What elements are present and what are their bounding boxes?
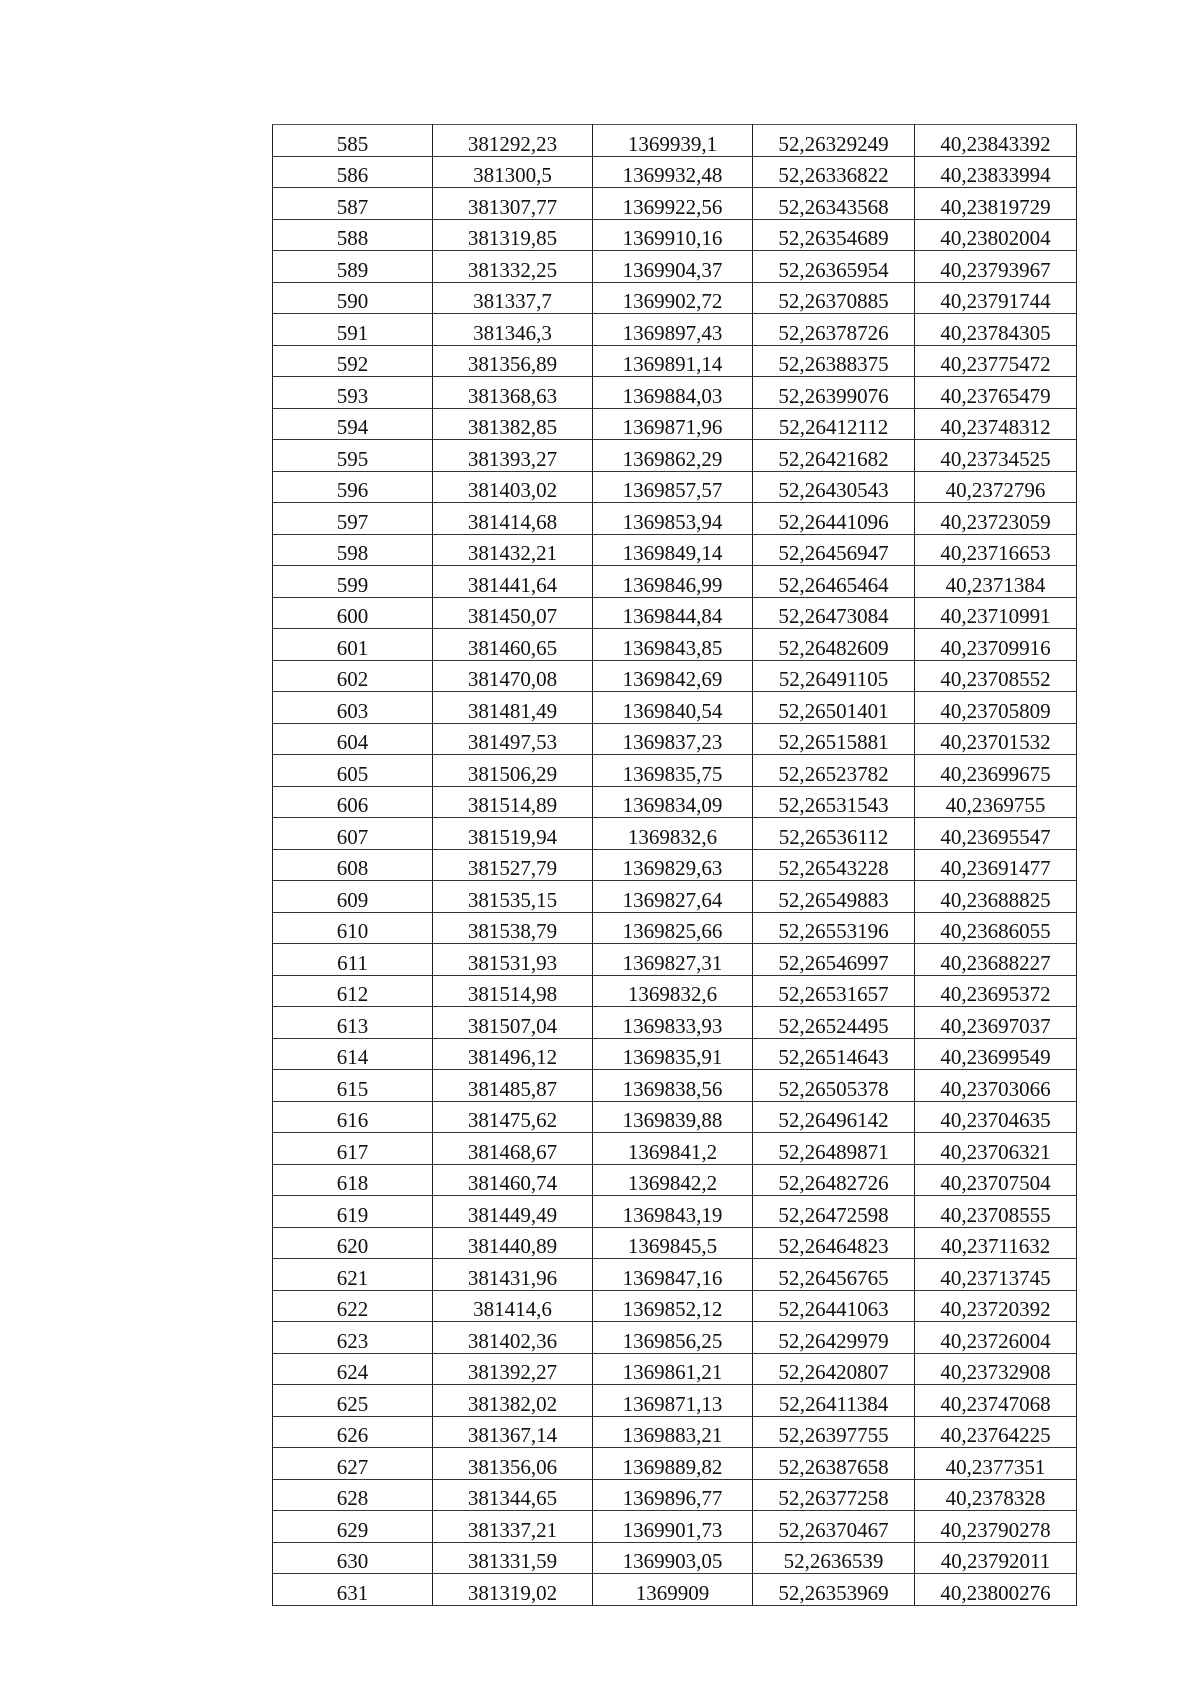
point-number-cell: 589 [273,251,433,283]
y-coordinate-cell: 1369835,91 [593,1038,753,1070]
longitude-cell: 40,2378328 [915,1479,1077,1511]
x-coordinate-cell: 381393,27 [433,440,593,472]
y-coordinate-cell: 1369834,09 [593,786,753,818]
longitude-cell: 40,23833994 [915,156,1077,188]
y-coordinate-cell: 1369896,77 [593,1479,753,1511]
point-number-cell: 595 [273,440,433,472]
point-number-cell: 623 [273,1322,433,1354]
y-coordinate-cell: 1369932,48 [593,156,753,188]
latitude-cell: 52,26505378 [753,1070,915,1102]
point-number-cell: 590 [273,282,433,314]
x-coordinate-cell: 381460,74 [433,1164,593,1196]
y-coordinate-cell: 1369904,37 [593,251,753,283]
table-row [273,1007,1077,1039]
x-coordinate-cell: 381337,7 [433,282,593,314]
table-row [273,188,1077,220]
longitude-cell: 40,23792011 [915,1542,1077,1574]
x-coordinate-cell: 381485,87 [433,1070,593,1102]
table-row [273,1416,1077,1448]
y-coordinate-cell: 1369833,93 [593,1007,753,1039]
table-row [273,1479,1077,1511]
table-row [273,849,1077,881]
y-coordinate-cell: 1369839,88 [593,1101,753,1133]
table-row [273,408,1077,440]
point-number-cell: 614 [273,1038,433,1070]
point-number-cell: 606 [273,786,433,818]
table-row [273,534,1077,566]
x-coordinate-cell: 381319,85 [433,219,593,251]
coordinates-table-body [273,125,1077,1606]
y-coordinate-cell: 1369903,05 [593,1542,753,1574]
point-number-cell: 599 [273,566,433,598]
longitude-cell: 40,23708555 [915,1196,1077,1228]
latitude-cell: 52,26370467 [753,1511,915,1543]
longitude-cell: 40,2371384 [915,566,1077,598]
longitude-cell: 40,23705809 [915,692,1077,724]
y-coordinate-cell: 1369832,6 [593,975,753,1007]
latitude-cell: 52,2636539 [753,1542,915,1574]
x-coordinate-cell: 381331,59 [433,1542,593,1574]
longitude-cell: 40,23697037 [915,1007,1077,1039]
longitude-cell: 40,23726004 [915,1322,1077,1354]
longitude-cell: 40,23748312 [915,408,1077,440]
x-coordinate-cell: 381367,14 [433,1416,593,1448]
table-row [273,692,1077,724]
x-coordinate-cell: 381449,49 [433,1196,593,1228]
latitude-cell: 52,26412112 [753,408,915,440]
latitude-cell: 52,26388375 [753,345,915,377]
y-coordinate-cell: 1369845,5 [593,1227,753,1259]
point-number-cell: 621 [273,1259,433,1291]
table-row [273,1259,1077,1291]
x-coordinate-cell: 381535,15 [433,881,593,913]
latitude-cell: 52,26354689 [753,219,915,251]
longitude-cell: 40,23723059 [915,503,1077,535]
x-coordinate-cell: 381538,79 [433,912,593,944]
y-coordinate-cell: 1369901,73 [593,1511,753,1543]
x-coordinate-cell: 381468,67 [433,1133,593,1165]
table-row [273,377,1077,409]
point-number-cell: 597 [273,503,433,535]
latitude-cell: 52,26441063 [753,1290,915,1322]
longitude-cell: 40,23732908 [915,1353,1077,1385]
y-coordinate-cell: 1369909 [593,1574,753,1606]
table-row [273,282,1077,314]
table-row [273,1070,1077,1102]
point-number-cell: 605 [273,755,433,787]
latitude-cell: 52,26543228 [753,849,915,881]
table-row [273,975,1077,1007]
point-number-cell: 604 [273,723,433,755]
point-number-cell: 585 [273,125,433,157]
y-coordinate-cell: 1369883,21 [593,1416,753,1448]
latitude-cell: 52,26553196 [753,912,915,944]
latitude-cell: 52,26378726 [753,314,915,346]
y-coordinate-cell: 1369849,14 [593,534,753,566]
latitude-cell: 52,26465464 [753,566,915,598]
point-number-cell: 608 [273,849,433,881]
latitude-cell: 52,26336822 [753,156,915,188]
table-row [273,345,1077,377]
x-coordinate-cell: 381292,23 [433,125,593,157]
latitude-cell: 52,26387658 [753,1448,915,1480]
longitude-cell: 40,2377351 [915,1448,1077,1480]
latitude-cell: 52,26515881 [753,723,915,755]
x-coordinate-cell: 381496,12 [433,1038,593,1070]
y-coordinate-cell: 1369891,14 [593,345,753,377]
table-row [273,1511,1077,1543]
latitude-cell: 52,26456947 [753,534,915,566]
point-number-cell: 619 [273,1196,433,1228]
y-coordinate-cell: 1369852,12 [593,1290,753,1322]
latitude-cell: 52,26343568 [753,188,915,220]
x-coordinate-cell: 381440,89 [433,1227,593,1259]
latitude-cell: 52,26514643 [753,1038,915,1070]
table-row [273,1448,1077,1480]
longitude-cell: 40,23703066 [915,1070,1077,1102]
latitude-cell: 52,26523782 [753,755,915,787]
x-coordinate-cell: 381344,65 [433,1479,593,1511]
latitude-cell: 52,26353969 [753,1574,915,1606]
point-number-cell: 622 [273,1290,433,1322]
y-coordinate-cell: 1369861,21 [593,1353,753,1385]
point-number-cell: 613 [273,1007,433,1039]
point-number-cell: 611 [273,944,433,976]
point-number-cell: 607 [273,818,433,850]
table-row [273,471,1077,503]
table-row [273,219,1077,251]
latitude-cell: 52,26531657 [753,975,915,1007]
longitude-cell: 40,23691477 [915,849,1077,881]
latitude-cell: 52,26441096 [753,503,915,535]
x-coordinate-cell: 381519,94 [433,818,593,850]
x-coordinate-cell: 381497,53 [433,723,593,755]
point-number-cell: 615 [273,1070,433,1102]
table-row [273,786,1077,818]
point-number-cell: 600 [273,597,433,629]
longitude-cell: 40,23686055 [915,912,1077,944]
table-row [273,629,1077,661]
table-row [273,1322,1077,1354]
y-coordinate-cell: 1369847,16 [593,1259,753,1291]
latitude-cell: 52,26482609 [753,629,915,661]
table-row [273,1574,1077,1606]
latitude-cell: 52,26496142 [753,1101,915,1133]
longitude-cell: 40,23716653 [915,534,1077,566]
point-number-cell: 612 [273,975,433,1007]
latitude-cell: 52,26397755 [753,1416,915,1448]
longitude-cell: 40,23699549 [915,1038,1077,1070]
table-row [273,912,1077,944]
table-row [273,1385,1077,1417]
longitude-cell: 40,23747068 [915,1385,1077,1417]
longitude-cell: 40,23699675 [915,755,1077,787]
longitude-cell: 40,23711632 [915,1227,1077,1259]
point-number-cell: 588 [273,219,433,251]
latitude-cell: 52,26501401 [753,692,915,724]
x-coordinate-cell: 381514,98 [433,975,593,1007]
table-row [273,1227,1077,1259]
x-coordinate-cell: 381402,36 [433,1322,593,1354]
longitude-cell: 40,23790278 [915,1511,1077,1543]
coordinates-table [272,124,1077,1606]
point-number-cell: 602 [273,660,433,692]
x-coordinate-cell: 381307,77 [433,188,593,220]
longitude-cell: 40,23713745 [915,1259,1077,1291]
x-coordinate-cell: 381356,06 [433,1448,593,1480]
latitude-cell: 52,26421682 [753,440,915,472]
latitude-cell: 52,26489871 [753,1133,915,1165]
point-number-cell: 610 [273,912,433,944]
y-coordinate-cell: 1369842,69 [593,660,753,692]
x-coordinate-cell: 381382,85 [433,408,593,440]
x-coordinate-cell: 381368,63 [433,377,593,409]
x-coordinate-cell: 381356,89 [433,345,593,377]
latitude-cell: 52,26524495 [753,1007,915,1039]
table-row [273,660,1077,692]
x-coordinate-cell: 381431,96 [433,1259,593,1291]
point-number-cell: 591 [273,314,433,346]
latitude-cell: 52,26549883 [753,881,915,913]
y-coordinate-cell: 1369871,96 [593,408,753,440]
longitude-cell: 40,2369755 [915,786,1077,818]
x-coordinate-cell: 381460,65 [433,629,593,661]
point-number-cell: 620 [273,1227,433,1259]
y-coordinate-cell: 1369846,99 [593,566,753,598]
table-row [273,755,1077,787]
table-row [273,440,1077,472]
latitude-cell: 52,26482726 [753,1164,915,1196]
latitude-cell: 52,26329249 [753,125,915,157]
x-coordinate-cell: 381432,21 [433,534,593,566]
table-row [273,156,1077,188]
y-coordinate-cell: 1369835,75 [593,755,753,787]
table-row [273,881,1077,913]
longitude-cell: 40,23791744 [915,282,1077,314]
y-coordinate-cell: 1369825,66 [593,912,753,944]
point-number-cell: 618 [273,1164,433,1196]
longitude-cell: 40,23819729 [915,188,1077,220]
point-number-cell: 587 [273,188,433,220]
table-row [273,944,1077,976]
longitude-cell: 40,23707504 [915,1164,1077,1196]
y-coordinate-cell: 1369853,94 [593,503,753,535]
x-coordinate-cell: 381470,08 [433,660,593,692]
latitude-cell: 52,26429979 [753,1322,915,1354]
longitude-cell: 40,23708552 [915,660,1077,692]
table-row [273,1290,1077,1322]
table-row [273,1101,1077,1133]
table-row [273,125,1077,157]
y-coordinate-cell: 1369829,63 [593,849,753,881]
y-coordinate-cell: 1369837,23 [593,723,753,755]
table-row [273,1133,1077,1165]
x-coordinate-cell: 381332,25 [433,251,593,283]
y-coordinate-cell: 1369827,31 [593,944,753,976]
table-row [273,597,1077,629]
longitude-cell: 40,23734525 [915,440,1077,472]
longitude-cell: 40,23710991 [915,597,1077,629]
latitude-cell: 52,26365954 [753,251,915,283]
y-coordinate-cell: 1369902,72 [593,282,753,314]
longitude-cell: 40,23775472 [915,345,1077,377]
latitude-cell: 52,26531543 [753,786,915,818]
point-number-cell: 609 [273,881,433,913]
latitude-cell: 52,26377258 [753,1479,915,1511]
y-coordinate-cell: 1369842,2 [593,1164,753,1196]
latitude-cell: 52,26456765 [753,1259,915,1291]
latitude-cell: 52,26472598 [753,1196,915,1228]
longitude-cell: 40,23800276 [915,1574,1077,1606]
longitude-cell: 40,23695372 [915,975,1077,1007]
latitude-cell: 52,26399076 [753,377,915,409]
point-number-cell: 592 [273,345,433,377]
latitude-cell: 52,26370885 [753,282,915,314]
x-coordinate-cell: 381531,93 [433,944,593,976]
y-coordinate-cell: 1369922,56 [593,188,753,220]
longitude-cell: 40,23784305 [915,314,1077,346]
y-coordinate-cell: 1369827,64 [593,881,753,913]
x-coordinate-cell: 381507,04 [433,1007,593,1039]
point-number-cell: 603 [273,692,433,724]
table-row [273,723,1077,755]
latitude-cell: 52,26430543 [753,471,915,503]
longitude-cell: 40,23704635 [915,1101,1077,1133]
x-coordinate-cell: 381382,02 [433,1385,593,1417]
x-coordinate-cell: 381319,02 [433,1574,593,1606]
longitude-cell: 40,23688227 [915,944,1077,976]
latitude-cell: 52,26546997 [753,944,915,976]
y-coordinate-cell: 1369862,29 [593,440,753,472]
x-coordinate-cell: 381300,5 [433,156,593,188]
y-coordinate-cell: 1369889,82 [593,1448,753,1480]
y-coordinate-cell: 1369840,54 [593,692,753,724]
y-coordinate-cell: 1369843,85 [593,629,753,661]
point-number-cell: 628 [273,1479,433,1511]
table-row [273,503,1077,535]
table-row [273,818,1077,850]
longitude-cell: 40,2372796 [915,471,1077,503]
y-coordinate-cell: 1369841,2 [593,1133,753,1165]
point-number-cell: 593 [273,377,433,409]
longitude-cell: 40,23701532 [915,723,1077,755]
longitude-cell: 40,23764225 [915,1416,1077,1448]
y-coordinate-cell: 1369897,43 [593,314,753,346]
table-row [273,1164,1077,1196]
y-coordinate-cell: 1369910,16 [593,219,753,251]
x-coordinate-cell: 381450,07 [433,597,593,629]
x-coordinate-cell: 381392,27 [433,1353,593,1385]
x-coordinate-cell: 381403,02 [433,471,593,503]
y-coordinate-cell: 1369884,03 [593,377,753,409]
point-number-cell: 629 [273,1511,433,1543]
longitude-cell: 40,23765479 [915,377,1077,409]
table-row [273,251,1077,283]
table-row [273,1038,1077,1070]
longitude-cell: 40,23688825 [915,881,1077,913]
x-coordinate-cell: 381346,3 [433,314,593,346]
longitude-cell: 40,23695547 [915,818,1077,850]
point-number-cell: 625 [273,1385,433,1417]
table-row [273,566,1077,598]
y-coordinate-cell: 1369857,57 [593,471,753,503]
point-number-cell: 627 [273,1448,433,1480]
x-coordinate-cell: 381414,68 [433,503,593,535]
longitude-cell: 40,23802004 [915,219,1077,251]
point-number-cell: 586 [273,156,433,188]
table-row [273,1196,1077,1228]
x-coordinate-cell: 381475,62 [433,1101,593,1133]
longitude-cell: 40,23793967 [915,251,1077,283]
x-coordinate-cell: 381414,6 [433,1290,593,1322]
y-coordinate-cell: 1369832,6 [593,818,753,850]
y-coordinate-cell: 1369838,56 [593,1070,753,1102]
longitude-cell: 40,23709916 [915,629,1077,661]
point-number-cell: 601 [273,629,433,661]
x-coordinate-cell: 381337,21 [433,1511,593,1543]
latitude-cell: 52,26464823 [753,1227,915,1259]
longitude-cell: 40,23843392 [915,125,1077,157]
table-row [273,1353,1077,1385]
latitude-cell: 52,26420807 [753,1353,915,1385]
x-coordinate-cell: 381506,29 [433,755,593,787]
point-number-cell: 594 [273,408,433,440]
x-coordinate-cell: 381514,89 [433,786,593,818]
longitude-cell: 40,23720392 [915,1290,1077,1322]
point-number-cell: 616 [273,1101,433,1133]
table-row [273,314,1077,346]
latitude-cell: 52,26536112 [753,818,915,850]
latitude-cell: 52,26473084 [753,597,915,629]
point-number-cell: 598 [273,534,433,566]
longitude-cell: 40,23706321 [915,1133,1077,1165]
table-row [273,1542,1077,1574]
y-coordinate-cell: 1369843,19 [593,1196,753,1228]
point-number-cell: 624 [273,1353,433,1385]
point-number-cell: 630 [273,1542,433,1574]
y-coordinate-cell: 1369871,13 [593,1385,753,1417]
point-number-cell: 596 [273,471,433,503]
point-number-cell: 626 [273,1416,433,1448]
point-number-cell: 631 [273,1574,433,1606]
x-coordinate-cell: 381481,49 [433,692,593,724]
y-coordinate-cell: 1369844,84 [593,597,753,629]
x-coordinate-cell: 381527,79 [433,849,593,881]
y-coordinate-cell: 1369856,25 [593,1322,753,1354]
x-coordinate-cell: 381441,64 [433,566,593,598]
latitude-cell: 52,26411384 [753,1385,915,1417]
y-coordinate-cell: 1369939,1 [593,125,753,157]
point-number-cell: 617 [273,1133,433,1165]
latitude-cell: 52,26491105 [753,660,915,692]
